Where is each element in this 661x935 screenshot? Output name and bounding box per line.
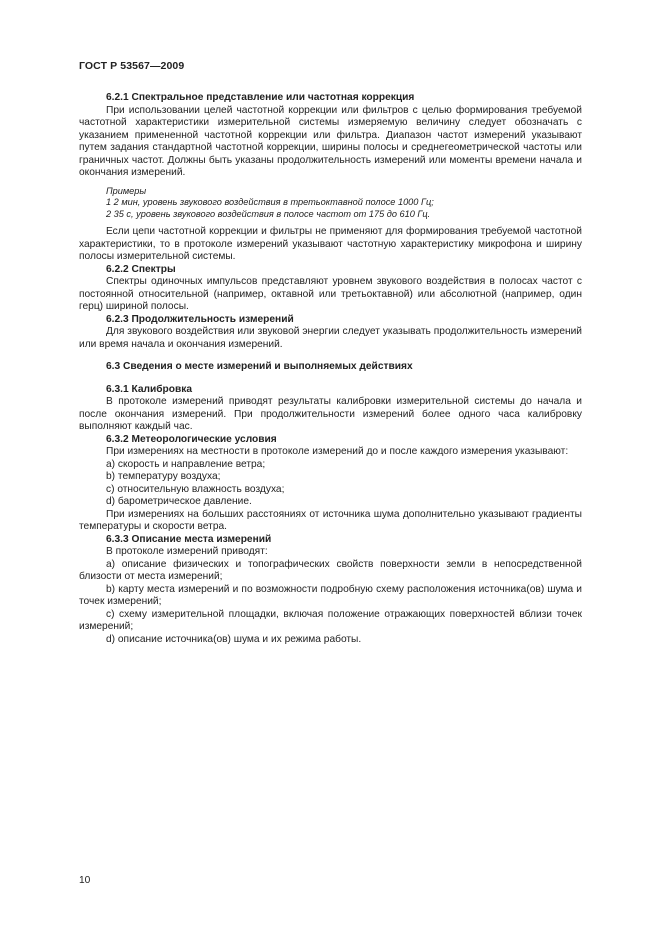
example-line: 2 35 с, уровень звукового воздействия в полосе частот от 175 до 610 Гц.: [106, 208, 431, 219]
paragraph: В протоколе измерений приводят результаты калибровки измерительной системы до начала и после окончания измерений. При продолжительности измерений более одного часа калибровку выполняют каждый час.: [79, 396, 582, 432]
example-line: Примеры: [106, 185, 147, 196]
section-heading: 6.3 Сведения о месте измерений и выполняемых действиях: [106, 361, 413, 372]
document-body: [79, 92, 582, 646]
section-heading: 6.2.2 Спектры: [106, 263, 176, 275]
section-heading: 6.2.1 Спектральное представление или частотная коррекция: [106, 92, 415, 103]
paragraph: Спектры одиночных импульсов представляют уровнем звукового воздействия в полосах частот с постоянной относительной (например, октавной или третьоктавной) или абсолютной (например, один герц) шириной полосы.: [79, 276, 582, 312]
paragraph: c) относительную влажность воздуха;: [106, 483, 285, 495]
document-header: ГОСТ Р 53567—2009: [79, 60, 185, 72]
paragraph: a) скорость и направление ветра;: [106, 458, 266, 470]
paragraph: a) описание физических и топографических свойств поверхности земли в непосредственной близости от места измерений;: [79, 558, 582, 582]
paragraph: b) температуру воздуха;: [106, 471, 221, 482]
section-heading: 6.2.3 Продолжительность измерений: [106, 313, 294, 325]
paragraph: d) описание источника(ов) шума и их режима работы.: [106, 633, 362, 645]
paragraph: b) карту места измерений и по возможности подробную схему расположения источника(ов) шума и точек измерений;: [79, 583, 582, 607]
paragraph: Если цепи частотной коррекции и фильтры не применяют для формирования требуемой частотной характеристики, то в протоколе измерений указывают частотную характеристику микрофона и ширину полосы измерительной системы.: [79, 226, 582, 262]
paragraph: При использовании целей частотной коррекции или фильтров с целью формирования требуемой частотной характеристики измерительной системы измеряемую величину следует обозначать с указанием примененной частотной коррекции или фильтра. Диапазон частот измерений указывают путем задания стандартной частотной коррекции, ширины полосы и среднегеометрической частоты или граничных частот. Должны быть указаны продолжительность измерений или моменты времени начала и окончания измерений.: [79, 104, 582, 178]
paragraph: При измерениях на местности в протоколе измерений до и после каждого измерения указывают:: [106, 446, 569, 457]
paragraph: При измерениях на больших расстояниях от источника шума дополнительно указывают градиенты температуры и скорости ветра.: [79, 508, 582, 532]
paragraph: В протоколе измерений приводят:: [106, 546, 268, 557]
section-heading: 6.3.3 Описание места измерений: [106, 533, 272, 545]
example-line: 1 2 мин, уровень звукового воздействия в третьоктавной полосе 1000 Гц;: [106, 197, 434, 207]
section-heading: 6.3.1 Калибровка: [106, 383, 192, 395]
page-number: 10: [79, 875, 91, 886]
paragraph: Для звукового воздействия или звуковой энергии следует указывать продолжительность измерений или время начала и окончания измерений.: [79, 326, 582, 350]
section-heading: 6.3.2 Метеорологические условия: [106, 433, 277, 445]
paragraph: c) схему измерительной площадки, включая положение отражающих поверхностей вблизи точек измерений;: [79, 608, 582, 632]
paragraph: d) барометрическое давление.: [106, 496, 252, 507]
